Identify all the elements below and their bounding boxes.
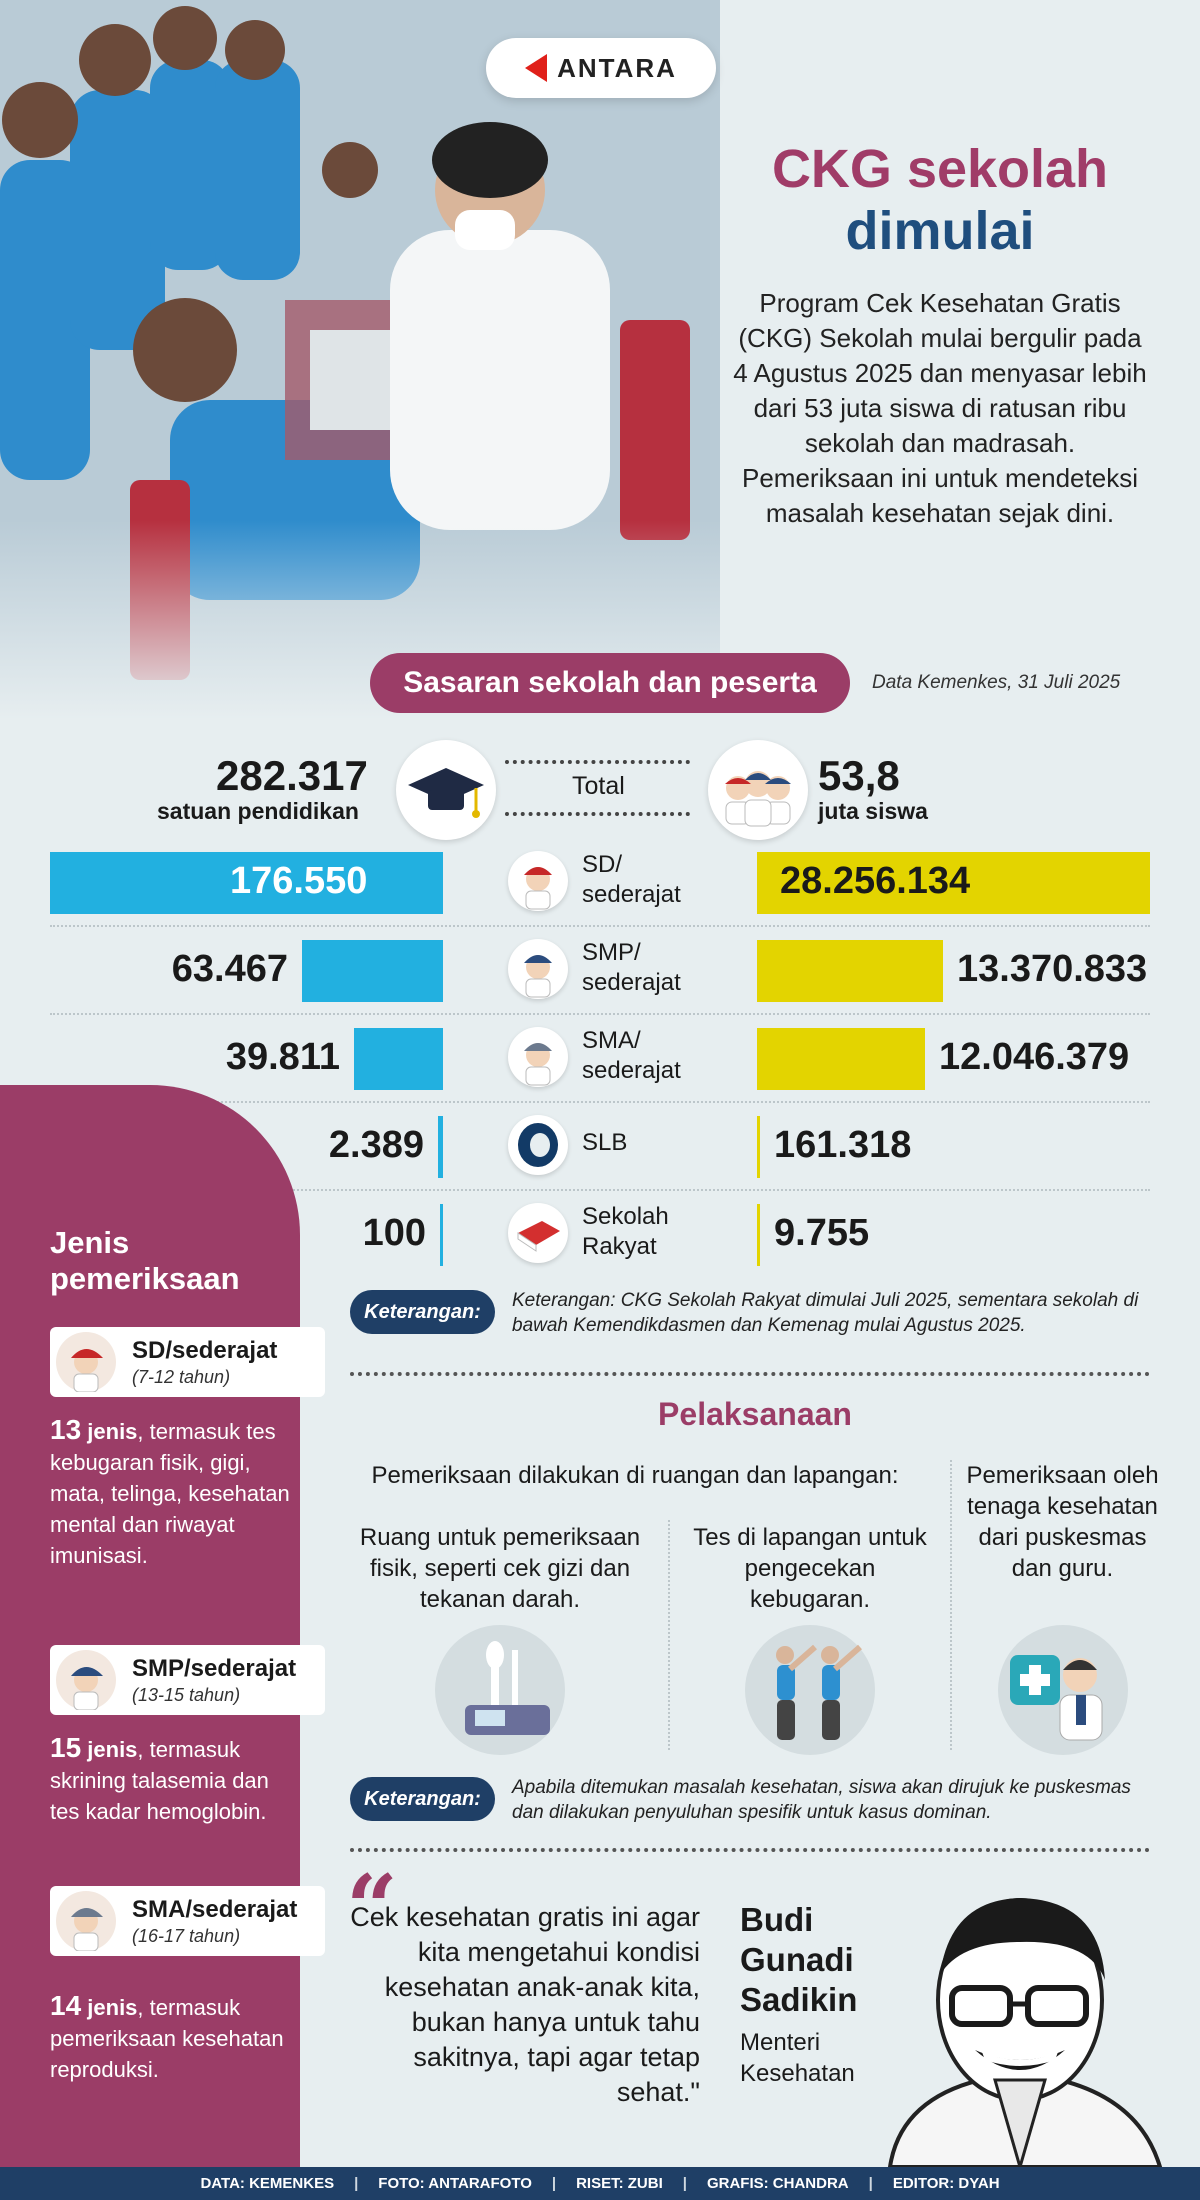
students-bar-sma xyxy=(757,1028,925,1090)
students-total: 53,8 xyxy=(818,752,900,799)
credit-separator: | xyxy=(682,2175,687,2192)
students-value-slb: 161.318 xyxy=(774,1124,912,1166)
minister-portrait xyxy=(870,1880,1170,2167)
quote-mark-icon: “ xyxy=(346,1855,398,1961)
note-label-pelaksanaan: Keterangan: xyxy=(350,1777,495,1821)
pelaksanaan-col2: Tes di lapangan untuk pengecekan kebugaran. xyxy=(693,1524,927,1613)
section-divider xyxy=(350,1848,1150,1852)
student-smp-avatar-icon xyxy=(56,1650,116,1710)
exam-desc-smp xyxy=(50,1732,290,1827)
students-group-icon xyxy=(708,740,808,840)
exam-unit: jenis xyxy=(87,1995,138,2020)
section-target-title: Sasaran sekolah dan peserta xyxy=(370,653,850,713)
row-separator xyxy=(50,1013,1150,1015)
student-smp-icon xyxy=(508,939,568,999)
antara-logo xyxy=(486,38,716,98)
credit-separator: | xyxy=(551,2175,557,2192)
schools-bar-slb xyxy=(438,1116,443,1178)
exam-card-sd xyxy=(50,1327,325,1397)
schools-value-slb: 2.389 xyxy=(328,1124,424,1166)
graduation-cap-icon xyxy=(396,740,496,840)
students-bar-smp xyxy=(757,940,943,1002)
credits-footer xyxy=(0,2167,1200,2200)
speaker-name-line1: Budi xyxy=(740,1901,814,1938)
credit-editor: EDITOR: DYAH xyxy=(892,2175,1000,2192)
stretching-exercise-icon xyxy=(745,1625,875,1755)
speaker-name xyxy=(740,1900,857,2020)
schools-bar-sma xyxy=(354,1028,443,1090)
total-dotline-bottom xyxy=(505,812,690,816)
sidebar-title: Jenis pemeriksaan xyxy=(50,1225,240,1296)
slb-icon xyxy=(508,1115,568,1175)
exam-unit: jenis xyxy=(87,1737,138,1762)
hero-photo-illustration xyxy=(0,0,720,720)
exam-card-age: (13-15 tahun) xyxy=(132,1685,241,1705)
note-text-target: Keterangan: CKG Sekolah Rakyat dimulai Juli 2025, sementara sekolah di bawah Kemendikdasmen dan Kemenag mulai Agustus 2025. xyxy=(512,1290,1139,1336)
exam-unit: jenis xyxy=(87,1419,138,1444)
level-label-sma: SMA/ sederajat xyxy=(582,1027,681,1084)
section-divider xyxy=(350,1372,1150,1376)
pelaksanaan-col1: Ruang untuk pemeriksaan fisik, seperti cek gizi dan tekanan darah. xyxy=(359,1524,641,1613)
exam-desc-sma xyxy=(50,1990,290,2085)
exam-card-sma xyxy=(50,1886,325,1956)
student-sd-icon xyxy=(508,851,568,911)
note-label-target: Keterangan: xyxy=(350,1290,495,1334)
speaker-name-line3: Sadikin xyxy=(740,1981,858,2018)
exam-card-name: SD/sederajat xyxy=(132,1337,278,1364)
schools-bar-smp xyxy=(302,940,443,1002)
credit-foto: FOTO: ANTARAFOTO xyxy=(378,2175,532,2192)
quote-text: Cek kesehatan gratis ini agar kita mengetahui kondisi kesehatan anak-anak kita, bukan hanya untuk tahu sakitnya, tapi agar tetap sehat." xyxy=(350,1902,700,2107)
level-label-sekolah-rakyat: Sekolah Rakyat xyxy=(582,1203,669,1260)
exam-count: 14 xyxy=(50,1990,82,2021)
speaker-name-line2: Gunadi xyxy=(740,1941,854,1978)
exam-desc-text: , termasuk skrining talasemia dan tes kadar hemoglobin. xyxy=(50,1737,269,1824)
credit-grafis: GRAFIS: CHANDRA xyxy=(706,2175,849,2192)
antara-logo-text: ANTARA xyxy=(557,52,677,83)
students-value-smp: 13.370.833 xyxy=(957,948,1148,990)
credit-data: DATA: KEMENKES xyxy=(200,2175,335,2192)
schools-bar-sekolah-rakyat xyxy=(440,1204,443,1266)
student-sma-avatar-icon xyxy=(56,1891,116,1951)
credit-separator: | xyxy=(354,2175,359,2192)
hero-photo xyxy=(0,0,720,720)
student-sd-avatar-icon xyxy=(56,1332,116,1392)
doctor-health-icon xyxy=(998,1625,1128,1755)
data-source: Data Kemenkes, 31 Juli 2025 xyxy=(872,672,1121,693)
students-value-sma: 12.046.379 xyxy=(939,1036,1130,1078)
exam-count: 15 xyxy=(50,1732,82,1763)
students-value-sekolah-rakyat: 9.755 xyxy=(774,1212,870,1254)
credit-separator: | xyxy=(868,2175,873,2192)
antara-logo-mark-icon xyxy=(525,54,547,82)
students-total-label: juta siswa xyxy=(818,798,928,824)
book-icon xyxy=(508,1203,568,1263)
exam-desc-text: , termasuk tes kebugaran fisik, gigi, mata, telinga, kesehatan mental dan riwayat imunisasi. xyxy=(50,1419,290,1568)
row-separator xyxy=(50,925,1150,927)
speaker-role-line2: Kesehatan xyxy=(740,2060,855,2087)
schools-value-sma: 39.811 xyxy=(225,1036,340,1078)
level-label-smp: SMP/ sederajat xyxy=(582,939,681,996)
schools-value-smp: 63.467 xyxy=(171,948,288,990)
exam-desc-sd xyxy=(50,1414,290,1571)
schools-value-sd: 176.550 xyxy=(230,860,368,902)
total-dotline-top xyxy=(505,760,690,764)
pelaksanaan-intro: Pemeriksaan dilakukan di ruangan dan lapangan: xyxy=(371,1462,899,1489)
page-title-line2: dimulai xyxy=(845,201,1035,261)
exam-desc-text: , termasuk pemeriksaan kesehatan reproduksi. xyxy=(50,1995,284,2082)
students-bar-slb xyxy=(757,1116,760,1178)
column-separator xyxy=(950,1460,952,1750)
schools-value-sekolah-rakyat: 100 xyxy=(362,1212,426,1254)
schools-total: 282.317 xyxy=(216,752,368,799)
credit-riset: RISET: ZUBI xyxy=(576,2175,663,2192)
exam-card-name: SMA/sederajat xyxy=(132,1896,298,1923)
nutrition-bp-icon xyxy=(435,1625,565,1755)
level-label-sd: SD/ sederajat xyxy=(582,851,681,908)
speaker-role xyxy=(740,2027,855,2089)
pelaksanaan-col3: Pemeriksaan oleh tenaga kesehatan dari puskesmas dan guru. xyxy=(966,1462,1159,1582)
section-pelaksanaan-title: Pelaksanaan xyxy=(658,1396,852,1432)
exam-count: 13 xyxy=(50,1414,82,1445)
schools-total-label: satuan pendidikan xyxy=(157,798,359,824)
exam-card-name: SMP/sederajat xyxy=(132,1655,297,1682)
total-label: Total xyxy=(572,772,625,800)
intro-text: Program Cek Kesehatan Gratis (CKG) Sekolah mulai bergulir pada 4 Agustus 2025 dan menyasar lebih dari 53 juta siswa di ratusan ribu sekolah dan madrasah. Pemeriksaan ini untuk mendeteksi masalah kesehatan sejak dini. xyxy=(733,288,1147,528)
exam-card-age: (16-17 tahun) xyxy=(132,1926,241,1946)
speaker-role-line1: Menteri xyxy=(740,2029,821,2056)
page-title-line1: CKG sekolah xyxy=(771,139,1109,199)
exam-card-smp xyxy=(50,1645,325,1715)
column-separator xyxy=(668,1520,670,1750)
level-label-slb: SLB xyxy=(582,1129,628,1156)
student-sma-icon xyxy=(508,1027,568,1087)
exam-card-age: (7-12 tahun) xyxy=(132,1367,231,1387)
students-bar-sekolah-rakyat xyxy=(757,1204,760,1266)
students-value-sd: 28.256.134 xyxy=(780,860,971,902)
note-text-pelaksanaan: Apabila ditemukan masalah kesehatan, siswa akan dirujuk ke puskesmas dan dilakukan penyuluhan spesifik untuk kasus dominan. xyxy=(512,1777,1131,1823)
